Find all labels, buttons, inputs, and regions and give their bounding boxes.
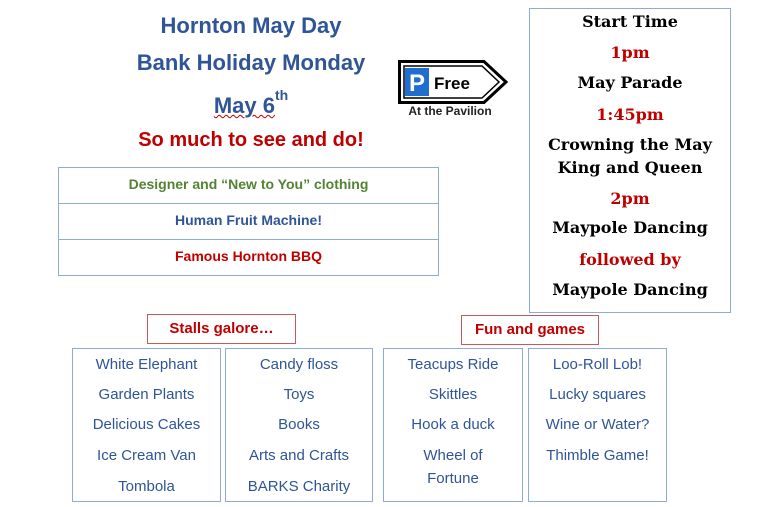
- list-item: Fortune: [427, 470, 479, 487]
- list-item: Wine or Water?: [545, 416, 650, 433]
- schedule-line: 1:45pm: [596, 105, 664, 124]
- list-item: Skittles: [428, 386, 478, 403]
- list-item: Books: [278, 416, 320, 433]
- parking-letter: P: [408, 70, 426, 97]
- parking-free-label: Free: [434, 74, 470, 93]
- event-title: Hornton May Day: [160, 13, 342, 38]
- schedule-line: May Parade: [577, 73, 683, 92]
- list-item: White Elephant: [95, 356, 198, 373]
- list-item: Ice Cream Van: [97, 447, 196, 464]
- fun-column-2: [528, 348, 667, 502]
- list-item: Delicious Cakes: [92, 416, 201, 433]
- features-box: [58, 167, 439, 276]
- schedule-line: King and Queen: [557, 158, 703, 177]
- stalls-column-1: [72, 348, 221, 502]
- list-item: Candy floss: [259, 356, 339, 373]
- list-item: Arts and Crafts: [248, 447, 350, 464]
- stalls-column-2: [225, 348, 373, 502]
- event-subtitle: Bank Holiday Monday: [136, 50, 366, 75]
- date-suffix: th: [274, 87, 289, 103]
- schedule-line: followed by: [579, 250, 681, 269]
- list-item: Wheel of: [423, 447, 483, 464]
- schedule-line: Crowning the May: [548, 135, 712, 154]
- date-main: May 6: [213, 93, 275, 118]
- schedule-line: 2pm: [610, 189, 650, 208]
- parking-sign-icon: [398, 60, 510, 104]
- parking-info: [398, 60, 510, 122]
- feature-clothing: Designer and “New to You” clothing: [128, 176, 369, 192]
- list-item: BARKS Charity: [247, 478, 351, 495]
- fun-column-1: [383, 348, 523, 502]
- event-date: [101, 87, 401, 119]
- schedule-box: [529, 8, 731, 313]
- list-item: Tombola: [118, 478, 175, 495]
- feature-fruit-machine: Human Fruit Machine!: [59, 203, 438, 239]
- stalls-heading: Stalls galore…: [147, 314, 296, 344]
- list-item: Toys: [283, 386, 315, 403]
- tagline: So much to see and do!: [138, 129, 364, 151]
- feature-bbq: Famous Hornton BBQ: [59, 239, 438, 275]
- schedule-line: Start Time: [582, 12, 678, 31]
- schedule-line: 1pm: [610, 43, 650, 62]
- fun-heading: Fun and games: [461, 315, 599, 345]
- schedule-line: Maypole Dancing: [552, 280, 708, 299]
- parking-location: At the Pavilion: [408, 104, 492, 118]
- list-item: Hook a duck: [411, 416, 495, 433]
- list-item: Garden Plants: [98, 386, 195, 403]
- list-item: Teacups Ride: [407, 356, 499, 373]
- list-item: Lucky squares: [549, 386, 646, 403]
- list-item: Thimble Game!: [546, 447, 649, 464]
- schedule-line: Maypole Dancing: [552, 218, 708, 237]
- list-item: Loo-Roll Lob!: [552, 356, 643, 373]
